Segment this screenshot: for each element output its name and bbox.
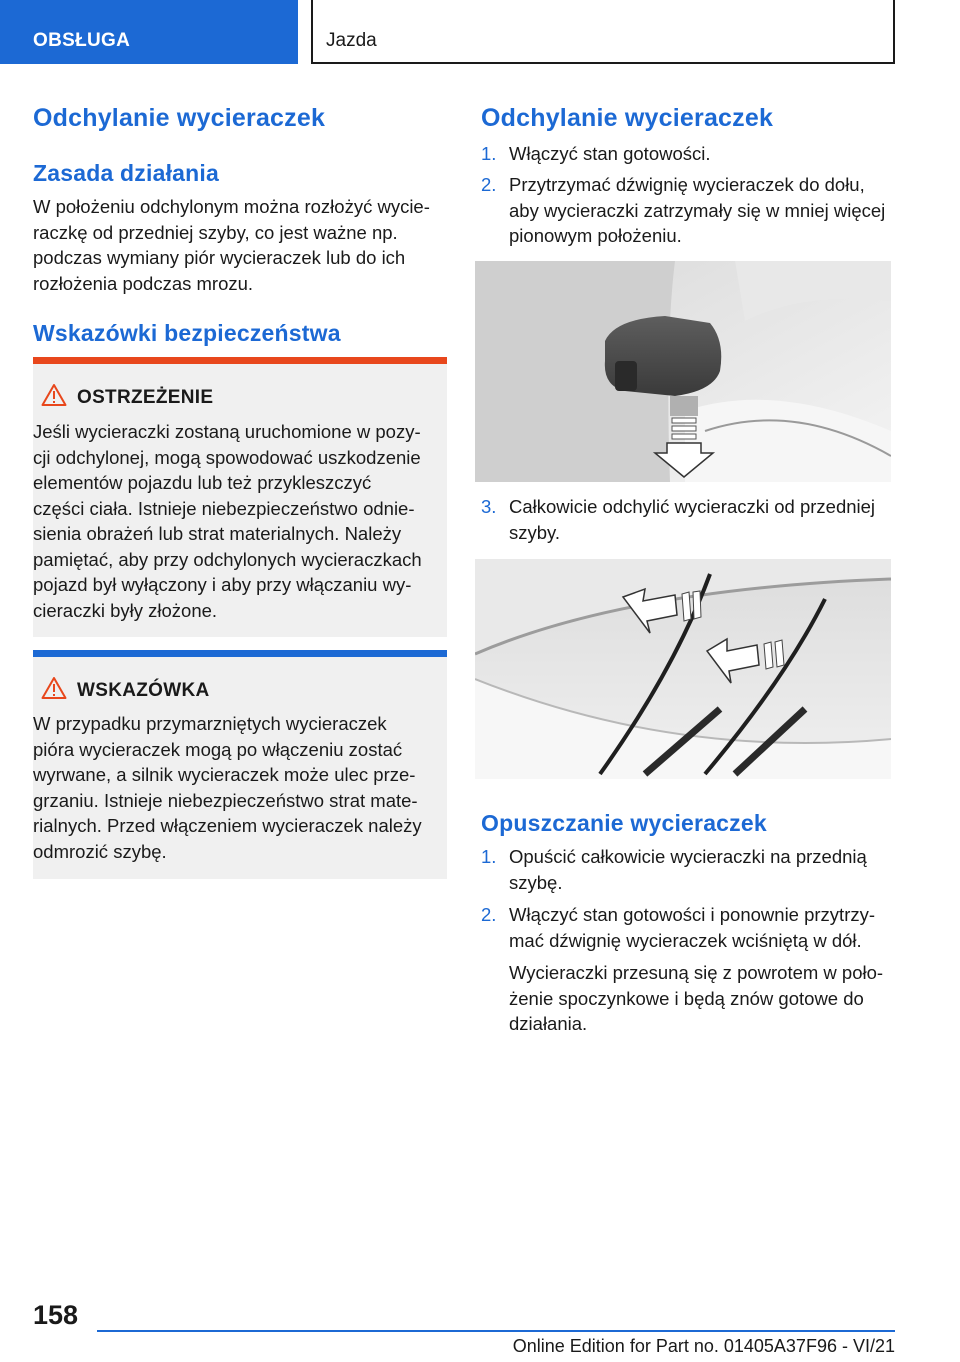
text-line: rialnych. Przed włączeniem wycieraczek należy [33,815,422,836]
step-text [509,494,891,545]
text-line: raczkę od przedniej szyby, co jest ważne np. [33,221,398,243]
warning-box [33,357,447,637]
step-number: 2. [481,174,497,195]
text-line: podczas wymiany piór wycieraczek lub do ich [33,247,406,268]
step-text [509,172,891,249]
page-number: 158 [33,1300,79,1330]
windshield-wipers-image [475,559,891,779]
warning-text [33,419,447,623]
chapter-label: Jazda [326,30,377,51]
wiper-lever-image [475,261,891,482]
step-number: 2. [481,904,497,925]
text-line: Całkowicie odchylić wycieraczki od przedniej [509,496,876,517]
step-number: 1. [481,143,497,164]
text-line: Opuścić całkowicie wycieraczki na przednią [509,846,867,867]
text-line: W przypadku przymarzniętych wycieraczek [33,713,387,734]
note-bar [33,650,447,657]
chapter-tab [311,0,895,64]
warning-title: OSTRZEŻENIE [77,387,214,408]
text-line: sienia obrażeń lub strat materialnych. Należy [33,523,402,544]
text-line: Włączyć stan gotowości i ponownie przytrzy- [509,904,876,925]
text-line: pionowym położeniu. [509,225,682,246]
note-text [33,711,447,864]
text-line: wyrwane, a silnik wycieraczek może ulec prze- [33,764,416,785]
text-line: szyby. [509,521,561,543]
text-line: Wycieraczki przesuną się z powrotem w poło- [509,962,884,983]
step-number: 1. [481,846,497,867]
text-line: pióra wycieraczek mogą po włączeniu zostać [33,738,403,760]
text-line: części ciała. Istnieje niebezpieczeństwo odnie- [33,497,415,519]
safety-heading: Wskazówki bezpieczeństwa [33,320,341,346]
left-title: Odchylanie wycieraczek [33,104,326,132]
text-line: rozłożenia podczas mrozu. [33,272,254,294]
step-text [509,844,891,895]
text-line: W położeniu odchylonym można rozłożyć wycie- [33,196,430,217]
warning-triangle-icon [41,676,67,700]
text-line: działania. [509,1013,588,1034]
text-line: mać dźwignię wycieraczek wciśniętą w dół. [509,929,862,951]
text-line: Przytrzymać dźwignię wycieraczek do dołu, [509,174,865,195]
step-number: 3. [481,496,497,517]
result-text [509,960,891,1037]
step-text [509,141,891,167]
warning-triangle-icon [41,383,67,407]
text-line: Jeśli wycieraczki zostaną uruchomione w pozy- [33,421,421,442]
text-line: aby wycieraczki zatrzymały się w mniej więcej [509,199,886,221]
right-title: Odchylanie wycieraczek [481,104,774,132]
text-line: cji odchylonej, mogą spowodować uszkodzenie [33,446,421,468]
text-line: elementów pojazdu lub też przykleszczyć [33,472,372,493]
warning-bar [33,357,447,364]
text-line: pamiętać, aby przy odchylonych wycieraczkach [33,548,422,570]
note-title: WSKAZÓWKA [77,680,210,701]
footer-divider [97,1330,895,1332]
text-line: cieraczki były złożone. [33,599,218,621]
note-box [33,650,447,879]
text-line: szybę. [509,871,563,893]
section-label: OBSŁUGA [33,30,131,51]
text-line: grzaniu. Istnieje niebezpieczeństwo strat mate- [33,789,418,811]
lower-heading: Opuszczanie wycieraczek [481,810,767,836]
principle-text [33,194,430,296]
principle-heading: Zasada działania [33,160,219,186]
edition-text: Online Edition for Part no. 01405A37F96 - VI/21 [512,1336,895,1356]
text-line: pojazd był wyłączony i aby przy włączaniu wy- [33,574,412,595]
text-line: odmrozić szybę. [33,840,167,862]
text-line: żenie spoczynkowe i będą znów gotowe do [509,987,864,1009]
section-tab [0,0,298,64]
step-text [509,902,891,953]
text-line: Włączyć stan gotowości. [509,143,711,164]
